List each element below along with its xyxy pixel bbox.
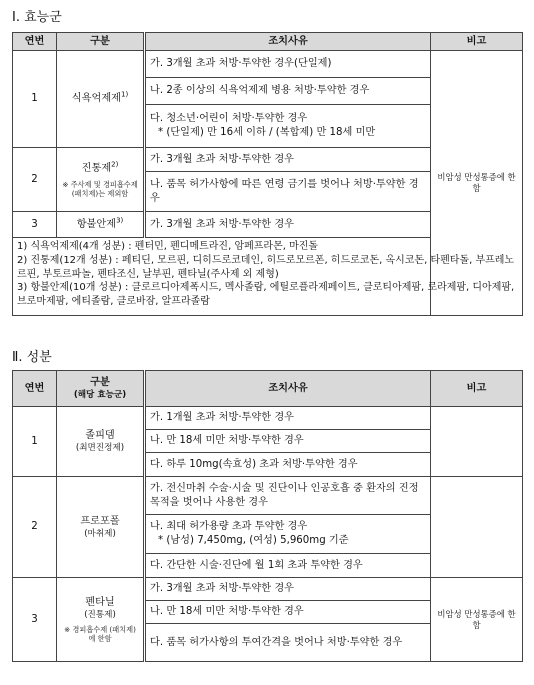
header-no: 연번 bbox=[13, 371, 57, 407]
header-remark: 비고 bbox=[431, 33, 523, 51]
footnote-ref: 2) bbox=[111, 160, 119, 169]
remark-text: 비암성 만성통증에 한함 bbox=[437, 608, 516, 630]
reason-item: 다. 품목 허가사항의 투여간격을 벗어나 처방·투약한 경우 bbox=[145, 624, 431, 662]
category-name: 진통제 bbox=[81, 162, 112, 174]
category-name: 졸피뎀 bbox=[85, 430, 115, 441]
section2-table bbox=[12, 370, 523, 662]
remark-text: 비암성 만성통증에 한함 bbox=[437, 172, 516, 193]
row-no: 3 bbox=[13, 212, 57, 238]
row-category bbox=[57, 212, 145, 238]
reason-item: 다. 간단한 시술·진단에 월 1회 초과 투약한 경우 bbox=[145, 554, 431, 578]
reason-note: * (남성) 7,450mg, (여성) 5,960mg 기준 bbox=[158, 535, 349, 546]
row-category bbox=[57, 51, 145, 148]
reason-item bbox=[145, 105, 431, 148]
row-no: 2 bbox=[13, 477, 57, 578]
reason-text: 다. 청소년·어린이 처방·투약한 경우 bbox=[150, 113, 308, 124]
remark-cell bbox=[431, 578, 523, 662]
category-name: 펜타닐 bbox=[85, 597, 115, 608]
row-category bbox=[57, 407, 145, 477]
reason-note: * (단일제) 만 16세 이하 / (복합제) 만 18세 미만 bbox=[158, 127, 376, 138]
category-note: ※ 주사제 및 경피흡수제(패치제)는 제외함 bbox=[62, 179, 138, 198]
category-sub: (마취제) bbox=[84, 528, 116, 539]
section2-title: Ⅱ. 성분 bbox=[12, 350, 52, 365]
header-category: 구분 bbox=[57, 33, 145, 51]
reason-item: 가. 1개월 초과 처방·투약한 경우 bbox=[145, 407, 431, 430]
header-category-main: 구분 bbox=[90, 377, 110, 388]
reason-item: 다. 하루 10mg(속효성) 초과 처방·투약한 경우 bbox=[145, 453, 431, 477]
remark-empty bbox=[431, 477, 523, 578]
category-name: 프로포폴 bbox=[80, 515, 120, 527]
category-name: 식욕억제제 bbox=[71, 93, 122, 104]
remark-empty bbox=[431, 407, 523, 477]
category-name: 항불안제 bbox=[76, 218, 117, 230]
header-reason: 조치사유 bbox=[145, 371, 431, 407]
row-category bbox=[57, 578, 145, 662]
header-category bbox=[57, 371, 145, 407]
section1-table bbox=[12, 32, 523, 316]
footnote-ref: 1) bbox=[121, 90, 129, 99]
reason-item: 나. 2종 이상의 식욕억제제 병용 처방·투약한 경우 bbox=[145, 78, 431, 105]
reason-item: 가. 3개월 초과 처방·투약한 경우 bbox=[145, 578, 431, 601]
row-no: 1 bbox=[13, 51, 57, 148]
row-no: 1 bbox=[13, 407, 57, 477]
reason-item: 나. 품목 허가사항에 따른 연령 금기를 벗어나 처방·투약한 경우 bbox=[145, 172, 431, 212]
reason-item: 가. 전신마취 수술·시술 및 진단이나 인공호흡 중 환자의 진정 목적을 벗어나 사용한 경우 bbox=[145, 477, 431, 515]
header-remark: 비고 bbox=[431, 371, 523, 407]
row-no: 2 bbox=[13, 148, 57, 212]
reason-item: 나. 만 18세 미만 처방·투약한 경우 bbox=[145, 601, 431, 624]
reason-item: 가. 3개월 초과 처방·투약한 경우 bbox=[145, 212, 431, 238]
row-category bbox=[57, 148, 145, 212]
category-sub: (진통제) bbox=[84, 610, 116, 620]
footnote-1: 1) 식욕억제제(4개 성분) : 펜터민, 펜디메트라진, 암페프라몬, 마진돌 bbox=[17, 241, 319, 252]
reason-item bbox=[145, 515, 431, 554]
footnotes bbox=[13, 238, 523, 316]
header-category-sub: (해당 효능군) bbox=[73, 390, 127, 400]
category-note: ※ 경피흡수제 (패치제)에 한함 bbox=[64, 625, 136, 643]
category-sub: (최면진정제) bbox=[75, 443, 125, 453]
reason-text: 나. 최대 허가용량 초과 투약한 경우 bbox=[150, 521, 308, 532]
reason-item: 나. 만 18세 미만 처방·투약한 경우 bbox=[145, 430, 431, 453]
row-no: 3 bbox=[13, 578, 57, 662]
section1-title: Ⅰ. 효능군 bbox=[12, 10, 62, 25]
footnote-ref: 3) bbox=[116, 216, 124, 225]
reason-item: 가. 3개월 초과 처방·투약한 경우 bbox=[145, 148, 431, 172]
footnote-3: 3) 항불안제(10개 성분) : 클로르디아제폭시드, 멕사졸람, 에틸로플라제페이트, 클로티아제팜, 로라제팜, 디아제팜, 브로마제팜, 에티졸람, 클로바잠, 알프라졸람 bbox=[17, 282, 515, 308]
row-category bbox=[57, 477, 145, 578]
header-no: 연번 bbox=[13, 33, 57, 51]
footnote-2: 2) 진통제(12개 성분) : 페티딘, 모르핀, 디히드로코데인, 히드로모르폰, 히드로코돈, 옥시코돈, 타펜타돌, 부프레노르핀, 부토르파놀, 펜타조신, 날부핀, 펜타닐(주사제 외 제형) bbox=[17, 254, 515, 280]
reason-item: 가. 3개월 초과 처방·투약한 경우(단일제) bbox=[145, 51, 431, 78]
header-reason: 조치사유 bbox=[145, 33, 431, 51]
